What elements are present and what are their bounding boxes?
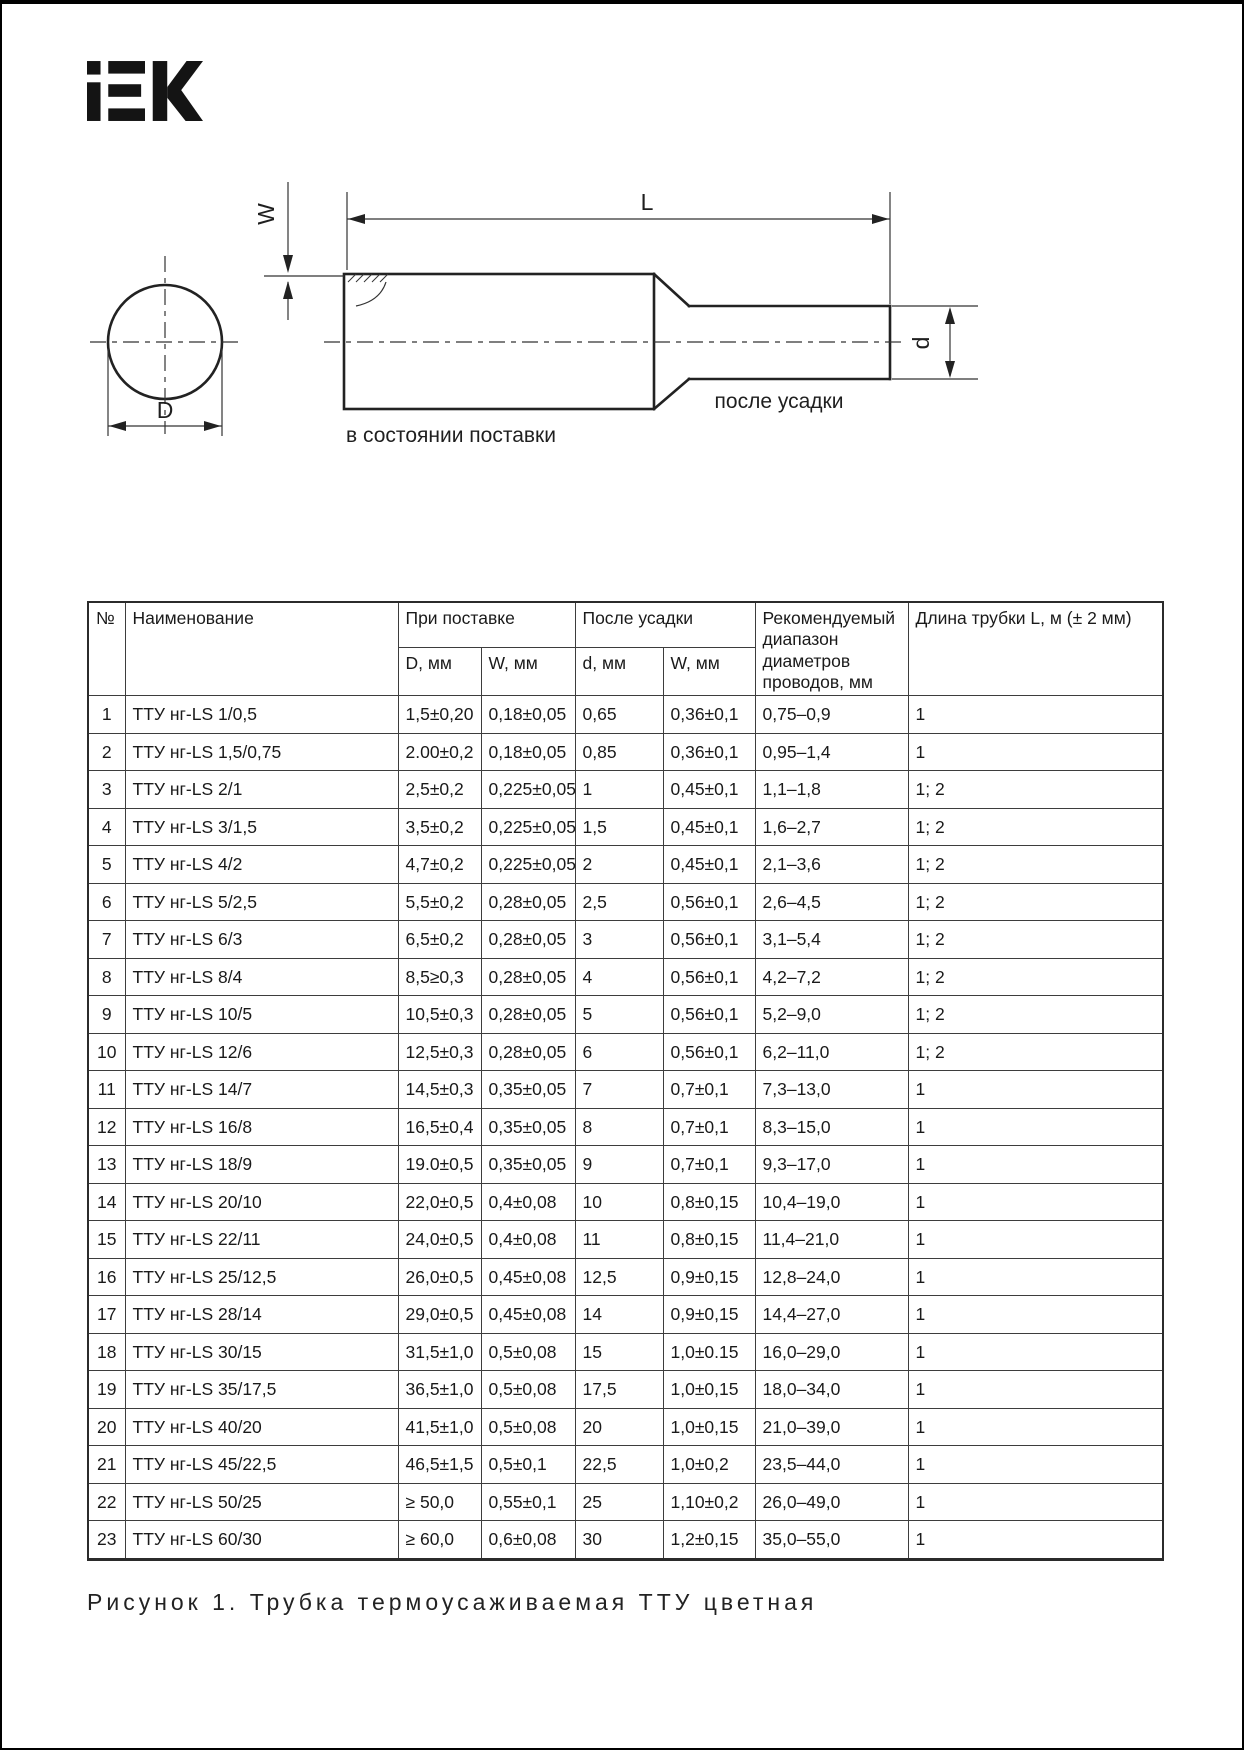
cell-length: 1; 2 <box>908 846 1163 884</box>
cell-name: ТТУ нг-LS 4/2 <box>125 846 398 884</box>
table-row <box>88 1108 1163 1146</box>
cell-W-shrunk: 1,0±0,15 <box>663 1408 755 1446</box>
cell-d-shrunk: 3 <box>575 921 663 959</box>
taper-bottom <box>654 379 689 409</box>
cell-num: 20 <box>88 1408 125 1446</box>
table-row <box>88 1033 1163 1071</box>
cell-range: 16,0–29,0 <box>755 1333 908 1371</box>
cell-range: 23,5–44,0 <box>755 1446 908 1484</box>
cell-range: 9,3–17,0 <box>755 1146 908 1184</box>
cell-range: 1,1–1,8 <box>755 771 908 809</box>
cell-length: 1 <box>908 1258 1163 1296</box>
table-row <box>88 733 1163 771</box>
cell-d-shrunk: 6 <box>575 1033 663 1071</box>
cell-num: 4 <box>88 808 125 846</box>
cell-name: ТТУ нг-LS 18/9 <box>125 1146 398 1184</box>
cell-name: ТТУ нг-LS 5/2,5 <box>125 883 398 921</box>
cell-range: 7,3–13,0 <box>755 1071 908 1109</box>
cell-W-supplied: 0,5±0,08 <box>481 1408 575 1446</box>
cell-d-shrunk: 12,5 <box>575 1258 663 1296</box>
cell-range: 2,1–3,6 <box>755 846 908 884</box>
cell-range: 10,4–19,0 <box>755 1183 908 1221</box>
cell-num: 11 <box>88 1071 125 1109</box>
cell-W-shrunk: 1,10±0,2 <box>663 1483 755 1521</box>
cell-d-shrunk: 4 <box>575 958 663 996</box>
cell-range: 11,4–21,0 <box>755 1221 908 1259</box>
cell-length: 1 <box>908 733 1163 771</box>
cell-length: 1 <box>908 696 1163 734</box>
cell-d-shrunk: 1,5 <box>575 808 663 846</box>
cell-D-supplied: 19.0±0,5 <box>398 1146 481 1184</box>
technical-drawing <box>2 4 1244 474</box>
cell-d-shrunk: 20 <box>575 1408 663 1446</box>
cell-W-supplied: 0,55±0,1 <box>481 1483 575 1521</box>
header-num: № <box>88 602 125 696</box>
cell-name: ТТУ нг-LS 28/14 <box>125 1296 398 1334</box>
cell-range: 4,2–7,2 <box>755 958 908 996</box>
cell-W-shrunk: 1,2±0,15 <box>663 1521 755 1560</box>
cell-range: 12,8–24,0 <box>755 1258 908 1296</box>
cell-D-supplied: 16,5±0,4 <box>398 1108 481 1146</box>
cell-range: 18,0–34,0 <box>755 1371 908 1409</box>
cell-D-supplied: 31,5±1,0 <box>398 1333 481 1371</box>
cell-W-supplied: 0,45±0,08 <box>481 1258 575 1296</box>
cell-W-shrunk: 0,45±0,1 <box>663 808 755 846</box>
cell-name: ТТУ нг-LS 6/3 <box>125 921 398 959</box>
arrowhead <box>348 214 365 224</box>
header-D-mm: D, мм <box>398 647 481 696</box>
table-row <box>88 958 1163 996</box>
cell-d-shrunk: 30 <box>575 1521 663 1560</box>
cell-D-supplied: 22,0±0,5 <box>398 1183 481 1221</box>
cell-D-supplied: 8,5≥0,3 <box>398 958 481 996</box>
cell-D-supplied: 41,5±1,0 <box>398 1408 481 1446</box>
cell-W-shrunk: 0,56±0,1 <box>663 883 755 921</box>
cell-D-supplied: 3,5±0,2 <box>398 808 481 846</box>
cell-length: 1 <box>908 1446 1163 1484</box>
table-row <box>88 1221 1163 1259</box>
cell-name: ТТУ нг-LS 1,5/0,75 <box>125 733 398 771</box>
cell-num: 5 <box>88 846 125 884</box>
cell-length: 1 <box>908 1521 1163 1560</box>
cell-W-supplied: 0,28±0,05 <box>481 1033 575 1071</box>
cell-W-shrunk: 0,45±0,1 <box>663 771 755 809</box>
cell-W-supplied: 0,35±0,05 <box>481 1071 575 1109</box>
cell-d-shrunk: 14 <box>575 1296 663 1334</box>
cell-W-supplied: 0,6±0,08 <box>481 1521 575 1560</box>
cell-W-shrunk: 0,56±0,1 <box>663 1033 755 1071</box>
cell-num: 10 <box>88 1033 125 1071</box>
header-group-shrunk: После усадки <box>575 602 755 647</box>
table-row <box>88 1371 1163 1409</box>
table-row <box>88 1446 1163 1484</box>
cell-name: ТТУ нг-LS 8/4 <box>125 958 398 996</box>
cell-name: ТТУ нг-LS 35/17,5 <box>125 1371 398 1409</box>
table-row <box>88 1183 1163 1221</box>
cell-W-shrunk: 0,9±0,15 <box>663 1296 755 1334</box>
cell-name: ТТУ нг-LS 20/10 <box>125 1183 398 1221</box>
cell-W-supplied: 0,225±0,05 <box>481 846 575 884</box>
cell-W-shrunk: 0,36±0,1 <box>663 696 755 734</box>
cell-name: ТТУ нг-LS 16/8 <box>125 1108 398 1146</box>
caption-supplied: в состоянии поставки <box>346 424 556 447</box>
table-row <box>88 921 1163 959</box>
cell-range: 6,2–11,0 <box>755 1033 908 1071</box>
cell-num: 21 <box>88 1446 125 1484</box>
header-group-supplied: При поставке <box>398 602 575 647</box>
cell-name: ТТУ нг-LS 1/0,5 <box>125 696 398 734</box>
cell-W-supplied: 0,18±0,05 <box>481 696 575 734</box>
cell-W-supplied: 0,225±0,05 <box>481 771 575 809</box>
cell-W-supplied: 0,28±0,05 <box>481 921 575 959</box>
cell-d-shrunk: 10 <box>575 1183 663 1221</box>
cell-length: 1 <box>908 1371 1163 1409</box>
cell-D-supplied: 24,0±0,5 <box>398 1221 481 1259</box>
cell-num: 14 <box>88 1183 125 1221</box>
cell-length: 1; 2 <box>908 958 1163 996</box>
cell-length: 1; 2 <box>908 808 1163 846</box>
arrowhead <box>872 214 889 224</box>
cutaway-curve <box>356 282 386 306</box>
cell-D-supplied: 29,0±0,5 <box>398 1296 481 1334</box>
cell-name: ТТУ нг-LS 12/6 <box>125 1033 398 1071</box>
cell-range: 14,4–27,0 <box>755 1296 908 1334</box>
cell-name: ТТУ нг-LS 30/15 <box>125 1333 398 1371</box>
cell-length: 1 <box>908 1221 1163 1259</box>
cell-W-shrunk: 0,45±0,1 <box>663 846 755 884</box>
cell-num: 17 <box>88 1296 125 1334</box>
cell-d-shrunk: 15 <box>575 1333 663 1371</box>
cell-length: 1; 2 <box>908 996 1163 1034</box>
cell-W-supplied: 0,5±0,1 <box>481 1446 575 1484</box>
cell-D-supplied: 4,7±0,2 <box>398 846 481 884</box>
cell-length: 1; 2 <box>908 883 1163 921</box>
cell-W-supplied: 0,5±0,08 <box>481 1333 575 1371</box>
header-length: Длина трубки L, м (± 2 мм) <box>908 602 1163 696</box>
cell-W-shrunk: 0,56±0,1 <box>663 921 755 959</box>
cell-W-shrunk: 0,56±0,1 <box>663 958 755 996</box>
cell-D-supplied: ≥ 60,0 <box>398 1521 481 1560</box>
cell-W-shrunk: 1,0±0,2 <box>663 1446 755 1484</box>
cell-num: 12 <box>88 1108 125 1146</box>
caption-shrunk: после усадки <box>714 390 844 413</box>
cell-name: ТТУ нг-LS 60/30 <box>125 1521 398 1560</box>
cell-range: 0,95–1,4 <box>755 733 908 771</box>
table-row <box>88 846 1163 884</box>
cell-num: 23 <box>88 1521 125 1560</box>
cell-length: 1 <box>908 1408 1163 1446</box>
cell-W-shrunk: 0,7±0,1 <box>663 1146 755 1184</box>
cell-range: 3,1–5,4 <box>755 921 908 959</box>
cell-d-shrunk: 7 <box>575 1071 663 1109</box>
cell-num: 13 <box>88 1146 125 1184</box>
spec-table-body <box>88 696 1163 1560</box>
cell-length: 1 <box>908 1183 1163 1221</box>
cell-name: ТТУ нг-LS 3/1,5 <box>125 808 398 846</box>
cell-D-supplied: 10,5±0,3 <box>398 996 481 1034</box>
cell-d-shrunk: 1 <box>575 771 663 809</box>
arrowhead <box>109 421 126 431</box>
cell-d-shrunk: 25 <box>575 1483 663 1521</box>
cell-d-shrunk: 11 <box>575 1221 663 1259</box>
cell-range: 8,3–15,0 <box>755 1108 908 1146</box>
cell-W-shrunk: 0,36±0,1 <box>663 733 755 771</box>
cell-d-shrunk: 2 <box>575 846 663 884</box>
table-row <box>88 1296 1163 1334</box>
cell-range: 0,75–0,9 <box>755 696 908 734</box>
cell-num: 6 <box>88 883 125 921</box>
cell-d-shrunk: 5 <box>575 996 663 1034</box>
cell-d-shrunk: 8 <box>575 1108 663 1146</box>
cell-W-supplied: 0,28±0,05 <box>481 996 575 1034</box>
table-row <box>88 808 1163 846</box>
arrowhead <box>204 421 221 431</box>
cell-W-shrunk: 0,7±0,1 <box>663 1071 755 1109</box>
cell-W-shrunk: 0,56±0,1 <box>663 996 755 1034</box>
cell-D-supplied: 36,5±1,0 <box>398 1371 481 1409</box>
cell-W-supplied: 0,35±0,05 <box>481 1108 575 1146</box>
table-row <box>88 1521 1163 1560</box>
cell-num: 18 <box>88 1333 125 1371</box>
cell-D-supplied: 14,5±0,3 <box>398 1071 481 1109</box>
header-name: Наименование <box>125 602 398 696</box>
spec-table <box>87 601 1164 1561</box>
cell-d-shrunk: 0,85 <box>575 733 663 771</box>
cell-D-supplied: 46,5±1,5 <box>398 1446 481 1484</box>
dim-label-D: D <box>156 397 174 423</box>
dim-label-d: d <box>908 336 934 350</box>
table-row <box>88 1333 1163 1371</box>
cell-D-supplied: 2.00±0,2 <box>398 733 481 771</box>
cell-num: 3 <box>88 771 125 809</box>
cell-name: ТТУ нг-LS 40/20 <box>125 1408 398 1446</box>
cell-num: 19 <box>88 1371 125 1409</box>
cell-num: 9 <box>88 996 125 1034</box>
cell-name: ТТУ нг-LS 45/22,5 <box>125 1446 398 1484</box>
table-row <box>88 1071 1163 1109</box>
cell-D-supplied: 6,5±0,2 <box>398 921 481 959</box>
cell-W-shrunk: 1,0±0.15 <box>663 1333 755 1371</box>
cell-num: 2 <box>88 733 125 771</box>
cell-W-supplied: 0,18±0,05 <box>481 733 575 771</box>
cell-length: 1 <box>908 1071 1163 1109</box>
cell-range: 5,2–9,0 <box>755 996 908 1034</box>
cell-W-supplied: 0,4±0,08 <box>481 1183 575 1221</box>
cell-W-supplied: 0,45±0,08 <box>481 1296 575 1334</box>
cell-name: ТТУ нг-LS 2/1 <box>125 771 398 809</box>
table-row <box>88 696 1163 734</box>
cell-range: 1,6–2,7 <box>755 808 908 846</box>
header-W-mm-supplied: W, мм <box>481 647 575 696</box>
arrowhead <box>945 307 955 324</box>
cell-length: 1 <box>908 1146 1163 1184</box>
cell-d-shrunk: 2,5 <box>575 883 663 921</box>
cell-W-shrunk: 0,8±0,15 <box>663 1183 755 1221</box>
cell-length: 1 <box>908 1333 1163 1371</box>
table-row <box>88 771 1163 809</box>
header-W-mm-shrunk: W, мм <box>663 647 755 696</box>
cell-name: ТТУ нг-LS 10/5 <box>125 996 398 1034</box>
cell-W-supplied: 0,35±0,05 <box>481 1146 575 1184</box>
cell-D-supplied: 5,5±0,2 <box>398 883 481 921</box>
cell-range: 2,6–4,5 <box>755 883 908 921</box>
cell-W-supplied: 0,5±0,08 <box>481 1371 575 1409</box>
cell-W-supplied: 0,225±0,05 <box>481 808 575 846</box>
arrowhead <box>945 361 955 378</box>
header-d-mm: d, мм <box>575 647 663 696</box>
table-row <box>88 1258 1163 1296</box>
cell-d-shrunk: 17,5 <box>575 1371 663 1409</box>
cell-d-shrunk: 9 <box>575 1146 663 1184</box>
cell-D-supplied: 1,5±0,20 <box>398 696 481 734</box>
cell-num: 7 <box>88 921 125 959</box>
dim-label-L: L <box>640 189 654 215</box>
cell-d-shrunk: 22,5 <box>575 1446 663 1484</box>
cell-name: ТТУ нг-LS 14/7 <box>125 1071 398 1109</box>
cell-length: 1; 2 <box>908 1033 1163 1071</box>
arrowhead <box>283 255 293 273</box>
figure-caption: Рисунок 1. Трубка термоусаживаемая ТТУ цветная <box>87 1589 818 1615</box>
cell-W-shrunk: 1,0±0,15 <box>663 1371 755 1409</box>
cell-length: 1 <box>908 1108 1163 1146</box>
table-row <box>88 1483 1163 1521</box>
cell-W-supplied: 0,4±0,08 <box>481 1221 575 1259</box>
cell-d-shrunk: 0,65 <box>575 696 663 734</box>
cell-num: 1 <box>88 696 125 734</box>
table-row <box>88 1408 1163 1446</box>
cell-num: 22 <box>88 1483 125 1521</box>
cell-D-supplied: ≥ 50,0 <box>398 1483 481 1521</box>
table-row <box>88 883 1163 921</box>
cell-D-supplied: 2,5±0,2 <box>398 771 481 809</box>
cell-W-supplied: 0,28±0,05 <box>481 958 575 996</box>
header-range: Рекомендуемый диапазон диаметров проводов, мм <box>755 602 908 696</box>
cell-W-shrunk: 0,7±0,1 <box>663 1108 755 1146</box>
cell-length: 1; 2 <box>908 771 1163 809</box>
cell-length: 1 <box>908 1483 1163 1521</box>
table-row <box>88 996 1163 1034</box>
cell-num: 15 <box>88 1221 125 1259</box>
cell-W-shrunk: 0,8±0,15 <box>663 1221 755 1259</box>
cell-D-supplied: 26,0±0,5 <box>398 1258 481 1296</box>
taper-top <box>654 274 689 306</box>
cell-num: 16 <box>88 1258 125 1296</box>
table-row <box>88 1146 1163 1184</box>
cell-W-shrunk: 0,9±0,15 <box>663 1258 755 1296</box>
cell-range: 35,0–55,0 <box>755 1521 908 1560</box>
cell-D-supplied: 12,5±0,3 <box>398 1033 481 1071</box>
cell-name: ТТУ нг-LS 50/25 <box>125 1483 398 1521</box>
arrowhead <box>283 281 293 299</box>
cell-length: 1; 2 <box>908 921 1163 959</box>
cell-name: ТТУ нг-LS 25/12,5 <box>125 1258 398 1296</box>
cell-range: 26,0–49,0 <box>755 1483 908 1521</box>
cell-name: ТТУ нг-LS 22/11 <box>125 1221 398 1259</box>
cell-range: 21,0–39,0 <box>755 1408 908 1446</box>
dim-label-W: W <box>253 203 279 225</box>
cell-W-supplied: 0,28±0,05 <box>481 883 575 921</box>
cell-length: 1 <box>908 1296 1163 1334</box>
cell-num: 8 <box>88 958 125 996</box>
